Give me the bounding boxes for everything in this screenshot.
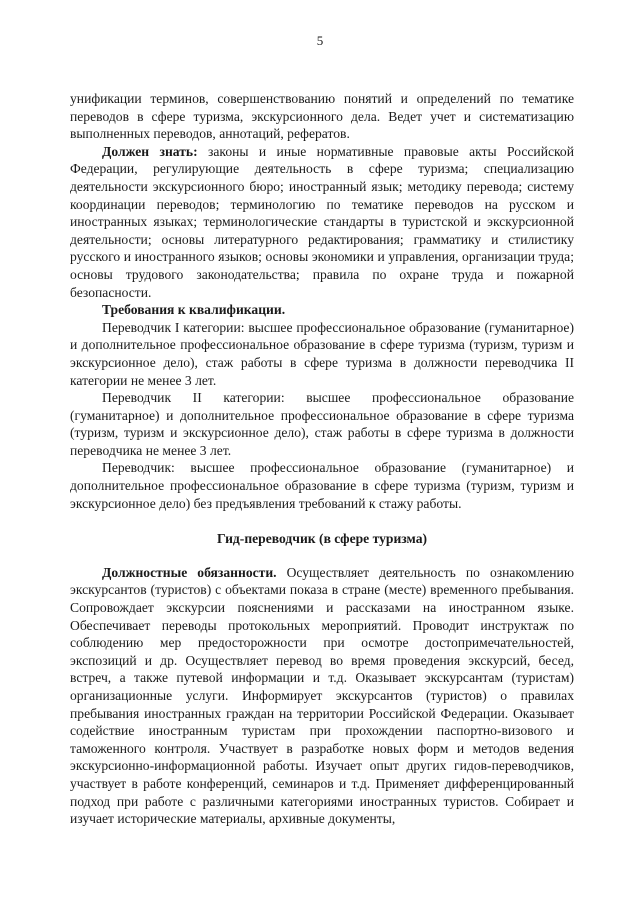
document-body <box>70 90 574 828</box>
must-know-text: законы и иные нормативные правовые акты Российской Федерации, регулирующие деятельность в сфере туризма; специализацию деятельности экскурсионного бюро; иностранный язык; методику перевода; систему координации переводов; терминологию по тематике переводов на русском и иностранных языках; терминологические стандарты в туристской и экскурсионной деятельности; основы литературного редактирования; грамматику и стилистику русского и иностранного языков; основы экономики и управления, организации труда; основы трудового законодательства; правила по охране труда и пожарной безопасности. <box>70 143 574 300</box>
must-know-paragraph <box>70 143 574 301</box>
qualification-heading: Требования к квалификации. <box>102 302 286 318</box>
qualification-item: Переводчик I категории: высшее профессиональное образование (гуманитарное) и дополнительное профессиональное образование в сфере туризма (туризм, туризм и экскурсионное дело), стаж работы в сфере туризма в должности переводчика II категории не менее 3 лет. <box>70 319 574 388</box>
continuation-paragraph: унификации терминов, совершенствованию понятий и определений по тематике переводов в сфере туризма, экскурсионного дела. Ведет учет и систематизацию выполненных переводов, аннотаций, рефератов. <box>70 91 574 142</box>
duties-label: Должностные обязанности. <box>102 564 277 580</box>
duties-text: Осуществляет деятельность по ознакомлению экскурсантов (туристов) с объектами показа в стране (месте) временного пребывания. Сопровождает экскурсии пояснениями и рассказами на иностранном языке. Обеспечивает переводы протокольных мероприятий. Проводит инструктаж по соблюдению мер предосторожности при осмотре достопримечательностей, экспозиций и др. Осуществляет перевод во время проведения экскурсий, бесед, встреч, а также путевой информации и т.д. Оказывает экскурсантам (туристам) организационные услуги. Информирует экскурсантов (туристов) о правилах пребывания иностранных граждан на территории Российской Федерации. Оказывает содействие иностранным туристам при прохождении паспортно-визового и таможенного контроля. Участвует в разработке новых форм и методов ведения экскурсионно-информационной работы. Изучает опыт других гидов-переводчиков, участвует в работе конференций, семинаров и т.д. Применяет дифференцированный подход при работе с различными категориями иностранных туристов. Собирает и изучает исторические материалы, архивные документы, <box>70 564 574 827</box>
qualification-item: Переводчик: высшее профессиональное образование (гуманитарное) и дополнительное профессиональное образование в сфере туризма (туризм, туризм и экскурсионное дело) без предъявления требований к стажу работы. <box>70 460 574 511</box>
qualification-item: Переводчик II категории: высшее профессиональное образование (гуманитарное) и дополнительное профессиональное образование в сфере туризма (туризм, туризм и экскурсионное дело), стаж работы в сфере туризма в должности переводчика не менее 3 лет. <box>70 390 574 458</box>
page-number: 5 <box>316 33 324 48</box>
spacer <box>70 512 574 530</box>
section-title: Гид-переводчик (в сфере туризма) <box>216 531 428 547</box>
must-know-label: Должен знать: <box>102 143 198 159</box>
spacer <box>70 548 574 564</box>
duties-paragraph <box>70 564 574 828</box>
